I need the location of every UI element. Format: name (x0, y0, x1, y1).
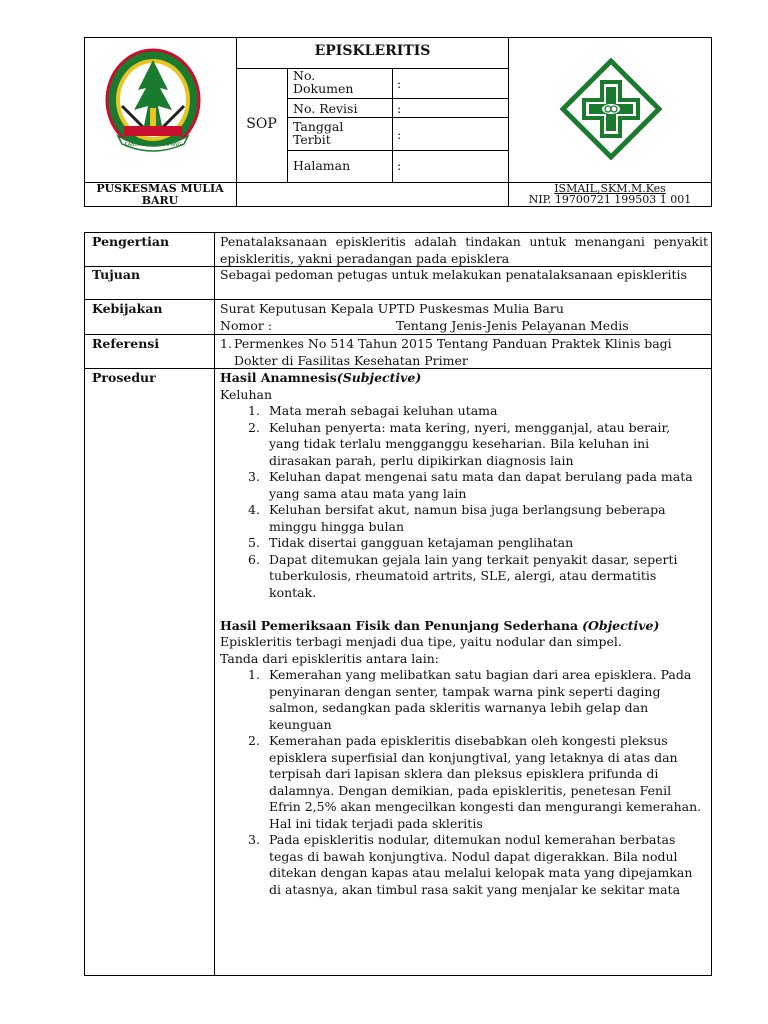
field-value-halaman: : (397, 158, 402, 173)
signer-name: ISMAIL,SKM.M.Kes (554, 182, 666, 195)
row-label-referensi: Referensi (92, 336, 160, 351)
field-label-no-revisi: No. Revisi (293, 101, 358, 116)
kabupaten-ketapang-logo (104, 48, 202, 156)
keluhan-heading: Keluhan (220, 386, 273, 402)
section-pemeriksaan-heading (220, 618, 708, 635)
list-item: 2. Keluhan penyerta: mata kering, nyeri, mengganjal, atau berair, yang tidak terlalu mengganggu keseharian. Bila keluhan ini dirasakan parah, perlu dipikirkan diagnosis lain (248, 419, 671, 468)
pemeriksaan-intro-2: Tanda dari episkleritis antara lain: (220, 650, 439, 666)
row-text-tujuan: Sebagai pedoman petugas untuk melakukan penatalaksanaan episkleritis (220, 267, 687, 282)
section-anamnesis-title: Hasil Anamnesis (220, 370, 337, 385)
list-item: 2. Kemerahan pada episkleritis disebabkan oleh kongesti pleksus episklera superfisial dan konjungtival, yang letaknya di atas dan terpisah dari lapisan sklera dan pleksus episklera prifunda di dalamnya. Dengan demikian, pada episkleritis, penetesan Fenil Efrin 2,5% akan mengecilkan kongesti dan mengurangi kemerahan. Hal ini tidak terjadi pada skleritis (248, 733, 702, 831)
kebijakan-line1: Surat Keputusan Kepala UPTD Puskesmas Mulia Baru (220, 301, 564, 316)
row-text-prosedur (220, 370, 708, 898)
field-value-no-dokumen: : (397, 76, 402, 91)
kebijakan-nomor: Nomor : (220, 317, 273, 333)
sop-label: SOP (246, 116, 277, 132)
list-item: 4. Keluhan bersifat akut, namun bisa juga berlangsung beberapa minggu hingga bulan (248, 502, 666, 534)
list-item: 5. Tidak disertai gangguan ketajaman penglihatan (248, 535, 574, 550)
referensi-number: 1. (220, 336, 232, 351)
org-name: PUSKESMAS MULIA BARU (96, 182, 224, 207)
section-pemeriksaan-title: Hasil Pemeriksaan Fisik dan Penunjang Sederhana (220, 617, 579, 633)
field-value-no-revisi: : (397, 101, 402, 116)
signer-nip: NIP. 19700721 199503 1 001 (528, 193, 692, 206)
tanda-list (220, 667, 708, 898)
field-label-no-dokumen: No. Dokumen (293, 68, 354, 96)
row-label-prosedur: Prosedur (92, 370, 156, 385)
field-label-tanggal-terbit: Tanggal Terbit (293, 119, 344, 147)
document-title: EPISKLERITIS (314, 43, 431, 59)
field-value-tanggal-terbit: : (397, 127, 402, 142)
field-label-halaman: Halaman (293, 158, 351, 173)
section-anamnesis-italic: (Subjective) (336, 370, 422, 385)
list-item: 1. Mata merah sebagai keluhan utama (248, 403, 498, 418)
list-item: 3. Keluhan dapat mengenai satu mata dan dapat berulang pada mata yang sama atau mata yang lain (248, 469, 693, 501)
list-item: 6. Dapat ditemukan gejala lain yang terkait penyakit dasar, seperti tuberkulosis, rheumatoid artrits, SLE, alergi, atau dermatitis kontak. (248, 551, 678, 600)
section-pemeriksaan-italic: (Objective) (582, 617, 660, 633)
section-anamnesis-heading (220, 370, 708, 387)
row-label-kebijakan: Kebijakan (92, 301, 163, 316)
list-item: 3. Pada episkleritis nodular, ditemukan nodul kemerahan berbatas tegas di bawah konjungtiva. Nodul dapat digerakkan. Bila nodul ditekan dengan kapas atau melalui kelopak mata yang dipejamkan di atasnya, akan timbul rasa sakit yang menjalar ke sekitar mata (248, 832, 693, 897)
row-text-pengertian: Penatalaksanaan episkleritis adalah tindakan untuk menangani penyakit episkleritis, yakni peradangan pada episklera (220, 234, 708, 266)
puskesmas-logo (560, 58, 662, 160)
pemeriksaan-intro-1: Episkleritis terbagi menjadi dua tipe, yaitu nodular dan simpel. (220, 634, 622, 649)
row-label-pengertian: Pengertian (92, 234, 170, 249)
logo-left-text: KABUPATEN KETAPANG (124, 142, 182, 148)
keluhan-list (220, 403, 708, 601)
row-text-kebijakan (220, 301, 708, 334)
kebijakan-tentang: Tentang Jenis-Jenis Pelayanan Medis (396, 317, 629, 333)
referensi-item: Permenkes No 514 Tahun 2015 Tentang Panduan Praktek Klinis bagi Dokter di Fasilitas Kesehatan Primer (234, 336, 672, 368)
row-text-referensi (220, 336, 708, 369)
row-label-tujuan: Tujuan (92, 267, 141, 282)
list-item: 1. Kemerahan yang melibatkan satu bagian dari area episklera. Pada penyinaran dengan senter, tampak warna pink seperti daging salmon, sedangkan pada skleritis warnanya lebih gelap dan keunguan (248, 667, 692, 732)
